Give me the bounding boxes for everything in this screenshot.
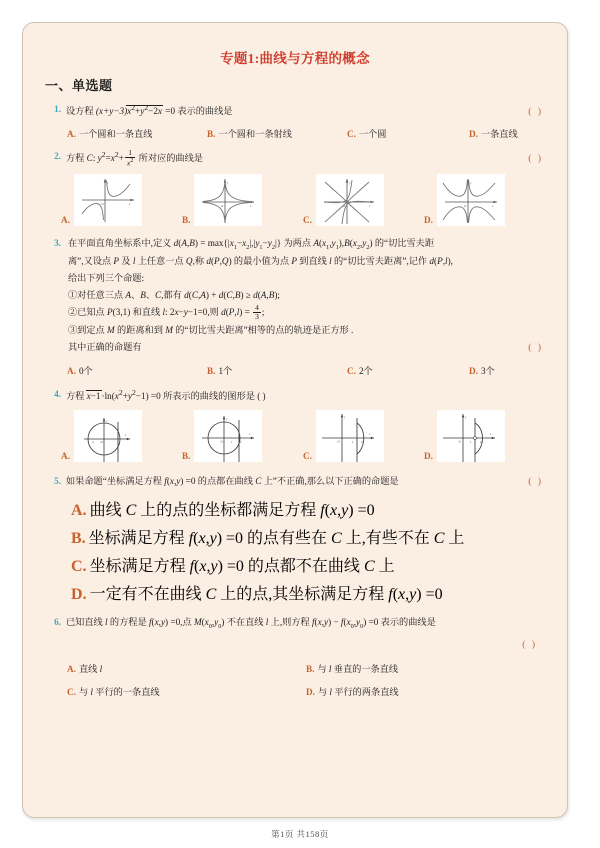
option-d[interactable] bbox=[469, 126, 518, 140]
svg-text:O: O bbox=[463, 203, 467, 208]
svg-text:y: y bbox=[464, 415, 467, 420]
question-number: 6. bbox=[54, 616, 61, 627]
option-d[interactable] bbox=[306, 684, 545, 698]
svg-text:y: y bbox=[343, 415, 346, 420]
option-c[interactable] bbox=[347, 126, 469, 140]
option-b[interactable] bbox=[71, 525, 545, 548]
page-footer: 第1页 共158页 bbox=[271, 829, 329, 839]
options-stack bbox=[45, 497, 545, 604]
svg-text:y: y bbox=[348, 180, 351, 185]
question-number: 2. bbox=[54, 150, 61, 161]
svg-text:x: x bbox=[368, 203, 371, 208]
option-text: 一定有不在曲线 C 上的点,其坐标满足方程 f(x,y) =0 bbox=[89, 585, 443, 603]
question-stem-line-final: 其中正确的命题有 bbox=[68, 341, 142, 352]
option-text: 1个 bbox=[218, 366, 233, 377]
option-text: 0个 bbox=[78, 366, 93, 377]
option-letter: A. bbox=[67, 664, 76, 675]
question-stem: 已知直线 l 的方程是 f(x,y) =0,点 $M(x_0,y_0)$ 不在直线 l 上,则方程 $f(x,y) - f(x_0,y_0) =0$ 表示的曲线是 bbox=[66, 616, 436, 630]
question-stem: 设方程 $(x+y-3)x^2+y^2-2x =0$ 表示的曲线是 bbox=[66, 103, 233, 117]
option-letter: D. bbox=[71, 585, 87, 603]
curve-graph-d-icon bbox=[437, 174, 505, 226]
question-stem: 方程 C: $y^2=x^2+$ $\frac{1}{x^2}$ 所对应的曲线是 bbox=[66, 147, 203, 168]
circle-line-graph-a-icon bbox=[74, 410, 142, 462]
option-letter: B. bbox=[71, 529, 86, 547]
svg-text:y: y bbox=[226, 417, 228, 422]
option-text: 一个圆和一条射线 bbox=[218, 128, 292, 139]
options-row bbox=[45, 363, 545, 377]
option-b[interactable] bbox=[306, 661, 545, 675]
graph-option-a[interactable] bbox=[61, 410, 182, 462]
question-1 bbox=[45, 101, 545, 140]
svg-text:x: x bbox=[368, 432, 371, 437]
option-letter: A. bbox=[61, 451, 70, 462]
option-letter: D. bbox=[469, 128, 478, 139]
svg-text:O: O bbox=[220, 439, 224, 444]
curve-graph-c-icon bbox=[316, 174, 384, 226]
option-a[interactable] bbox=[67, 661, 306, 675]
option-a[interactable] bbox=[71, 497, 545, 520]
option-text: 与 l 垂直的一条直线 bbox=[317, 664, 399, 675]
option-letter: B. bbox=[207, 366, 216, 377]
option-letter: A. bbox=[67, 128, 76, 139]
option-letter: D. bbox=[424, 214, 433, 225]
svg-text:1: 1 bbox=[351, 440, 354, 445]
svg-text:O: O bbox=[458, 439, 461, 444]
graph-option-d[interactable] bbox=[424, 174, 545, 226]
proposition-2: ②已知点 P(3,1) 和直线 l: 2x−y−1=0,则 d(P,l) = $\frac{4}{3}$ ; bbox=[68, 303, 265, 322]
answer-bracket[interactable]: ( ) bbox=[528, 153, 543, 164]
option-b[interactable] bbox=[207, 363, 347, 377]
option-c[interactable] bbox=[71, 553, 545, 576]
svg-text:x: x bbox=[489, 432, 492, 437]
graph-options-row bbox=[45, 410, 545, 462]
paper-inner bbox=[23, 23, 567, 817]
graph-option-d[interactable] bbox=[424, 410, 545, 462]
svg-text:x: x bbox=[250, 203, 252, 208]
svg-text:O: O bbox=[101, 201, 104, 206]
svg-text:1: 1 bbox=[231, 440, 233, 445]
option-a[interactable] bbox=[67, 363, 207, 377]
svg-text:y: y bbox=[227, 180, 229, 185]
svg-text:O: O bbox=[337, 439, 340, 444]
graph-option-b[interactable] bbox=[182, 174, 303, 226]
option-letter: C. bbox=[67, 687, 76, 698]
option-text: 与 l 平行的两条直线 bbox=[317, 687, 399, 698]
option-text: 直线 l bbox=[78, 664, 103, 675]
proposition-3: ③到定点 M 的距离和到 M 的“切比雪夫距离”相等的点的轨迹是正方形 . bbox=[68, 324, 354, 335]
option-letter: C. bbox=[347, 366, 356, 377]
arc-line-graph-d-icon bbox=[437, 410, 505, 462]
arc-line-graph-c-icon bbox=[316, 410, 384, 462]
page-title: 专题1:曲线与方程的概念 bbox=[220, 51, 370, 66]
option-text: 坐标满足方程 f(x,y) =0 的点都不在曲线 C 上 bbox=[89, 557, 395, 575]
graph-options-row bbox=[45, 174, 545, 226]
option-text: 2个 bbox=[358, 366, 373, 377]
option-letter: D. bbox=[469, 366, 478, 377]
option-letter: B. bbox=[182, 214, 191, 225]
option-text: 坐标满足方程 f(x,y) =0 的点有些在 C 上,有些不在 C 上 bbox=[88, 529, 465, 547]
option-text: 一条直线 bbox=[480, 128, 518, 139]
svg-text:O: O bbox=[100, 440, 103, 445]
option-letter: C. bbox=[303, 451, 312, 462]
question-stem-line-3: 给出下列三个命题: bbox=[68, 273, 145, 284]
option-letter: A. bbox=[71, 501, 87, 519]
question-stem: 方程 $x-1\cdot\ln(x^2+y^2-1) =0$ 所表示的曲线的图形是 ( ) bbox=[66, 388, 266, 402]
option-letter: A. bbox=[67, 366, 76, 377]
paper-sheet bbox=[22, 22, 568, 818]
question-2 bbox=[45, 148, 545, 226]
svg-text:x: x bbox=[249, 432, 251, 437]
graph-option-c[interactable] bbox=[303, 174, 424, 226]
option-letter: A. bbox=[61, 214, 70, 225]
answer-bracket[interactable]: ( ) bbox=[528, 107, 543, 118]
option-letter: C. bbox=[347, 128, 356, 139]
question-stem: 如果命题“坐标满足方程 f(x,y) =0 的点都在曲线 C 上”不正确,那么以下正确的命题是 bbox=[66, 476, 399, 487]
svg-text:y: y bbox=[469, 180, 472, 185]
graph-option-b[interactable] bbox=[182, 410, 303, 462]
option-a[interactable] bbox=[67, 126, 207, 140]
option-letter: C. bbox=[303, 214, 312, 225]
section-heading: 一、单选题 bbox=[45, 78, 113, 93]
option-text: 一个圆和一条直线 bbox=[78, 128, 153, 139]
option-c[interactable] bbox=[347, 363, 469, 377]
answer-bracket[interactable]: ( ) bbox=[528, 477, 543, 488]
option-text: 3个 bbox=[480, 366, 495, 377]
curve-graph-b-icon bbox=[194, 174, 262, 226]
option-letter: D. bbox=[306, 687, 315, 698]
svg-text:2: 2 bbox=[479, 440, 482, 445]
option-letter: B. bbox=[306, 664, 315, 675]
question-number: 3. bbox=[54, 237, 61, 248]
options-row bbox=[45, 661, 545, 698]
svg-text:2: 2 bbox=[360, 440, 363, 445]
question-6 bbox=[45, 614, 545, 698]
curve-graph-a-icon bbox=[74, 174, 142, 226]
graph-option-c[interactable] bbox=[303, 410, 424, 462]
svg-text:2: 2 bbox=[240, 440, 242, 445]
svg-text:y: y bbox=[105, 419, 108, 424]
option-c[interactable] bbox=[67, 684, 306, 698]
question-number: 5. bbox=[54, 476, 61, 487]
proposition-1: ①对任意三点 A、B、C,都有 d(C,A) + d(C,B) ≥ d(A,B); bbox=[68, 290, 280, 301]
answer-bracket[interactable]: ( ) bbox=[257, 391, 266, 402]
option-letter: C. bbox=[71, 557, 87, 575]
svg-text:1: 1 bbox=[469, 440, 472, 445]
question-stem-line-2: 离”,又设点 P 及 l 上任意一点 Q,称 d(P,Q) 的最小值为点 P 到直线 l 的“切比雪夫距离”,记作 d(P,l), bbox=[68, 256, 453, 267]
options-row bbox=[45, 126, 545, 140]
svg-text:y: y bbox=[106, 180, 109, 185]
option-d[interactable] bbox=[71, 581, 545, 604]
option-letter: B. bbox=[182, 451, 191, 462]
svg-text:x: x bbox=[128, 201, 131, 206]
option-text: 曲线 C 上的点的坐标都满足方程 f(x,y) =0 bbox=[89, 501, 375, 519]
answer-bracket[interactable]: ( ) bbox=[522, 639, 537, 650]
question-number: 4. bbox=[54, 389, 61, 400]
question-3 bbox=[45, 235, 545, 377]
circle-line-graph-b-icon bbox=[194, 410, 262, 462]
svg-text:O: O bbox=[221, 203, 224, 208]
graph-option-a[interactable] bbox=[61, 174, 182, 226]
svg-text:x: x bbox=[491, 203, 494, 208]
question-number: 1. bbox=[54, 104, 61, 114]
question-5 bbox=[45, 473, 545, 604]
option-b[interactable] bbox=[207, 126, 347, 140]
option-text: 与 l 平行的一条直线 bbox=[78, 687, 160, 698]
option-text: 一个圆 bbox=[358, 128, 387, 139]
option-d[interactable] bbox=[469, 363, 495, 377]
question-4 bbox=[45, 386, 545, 462]
question-stem-line-1: 在平面直角坐标系中,定义 $d(A,B) = \max\{|x_1-x_2|,|y_1-y_2|\}$ 为两点 $A(x_1,y_1),B(x_2,y_2)$ 的“切比雪夫距 bbox=[68, 237, 435, 251]
option-letter: B. bbox=[207, 128, 216, 139]
svg-text:O: O bbox=[342, 203, 346, 208]
svg-text:x: x bbox=[124, 433, 127, 438]
option-letter: D. bbox=[424, 451, 433, 462]
answer-bracket[interactable]: ( ) bbox=[528, 342, 543, 353]
